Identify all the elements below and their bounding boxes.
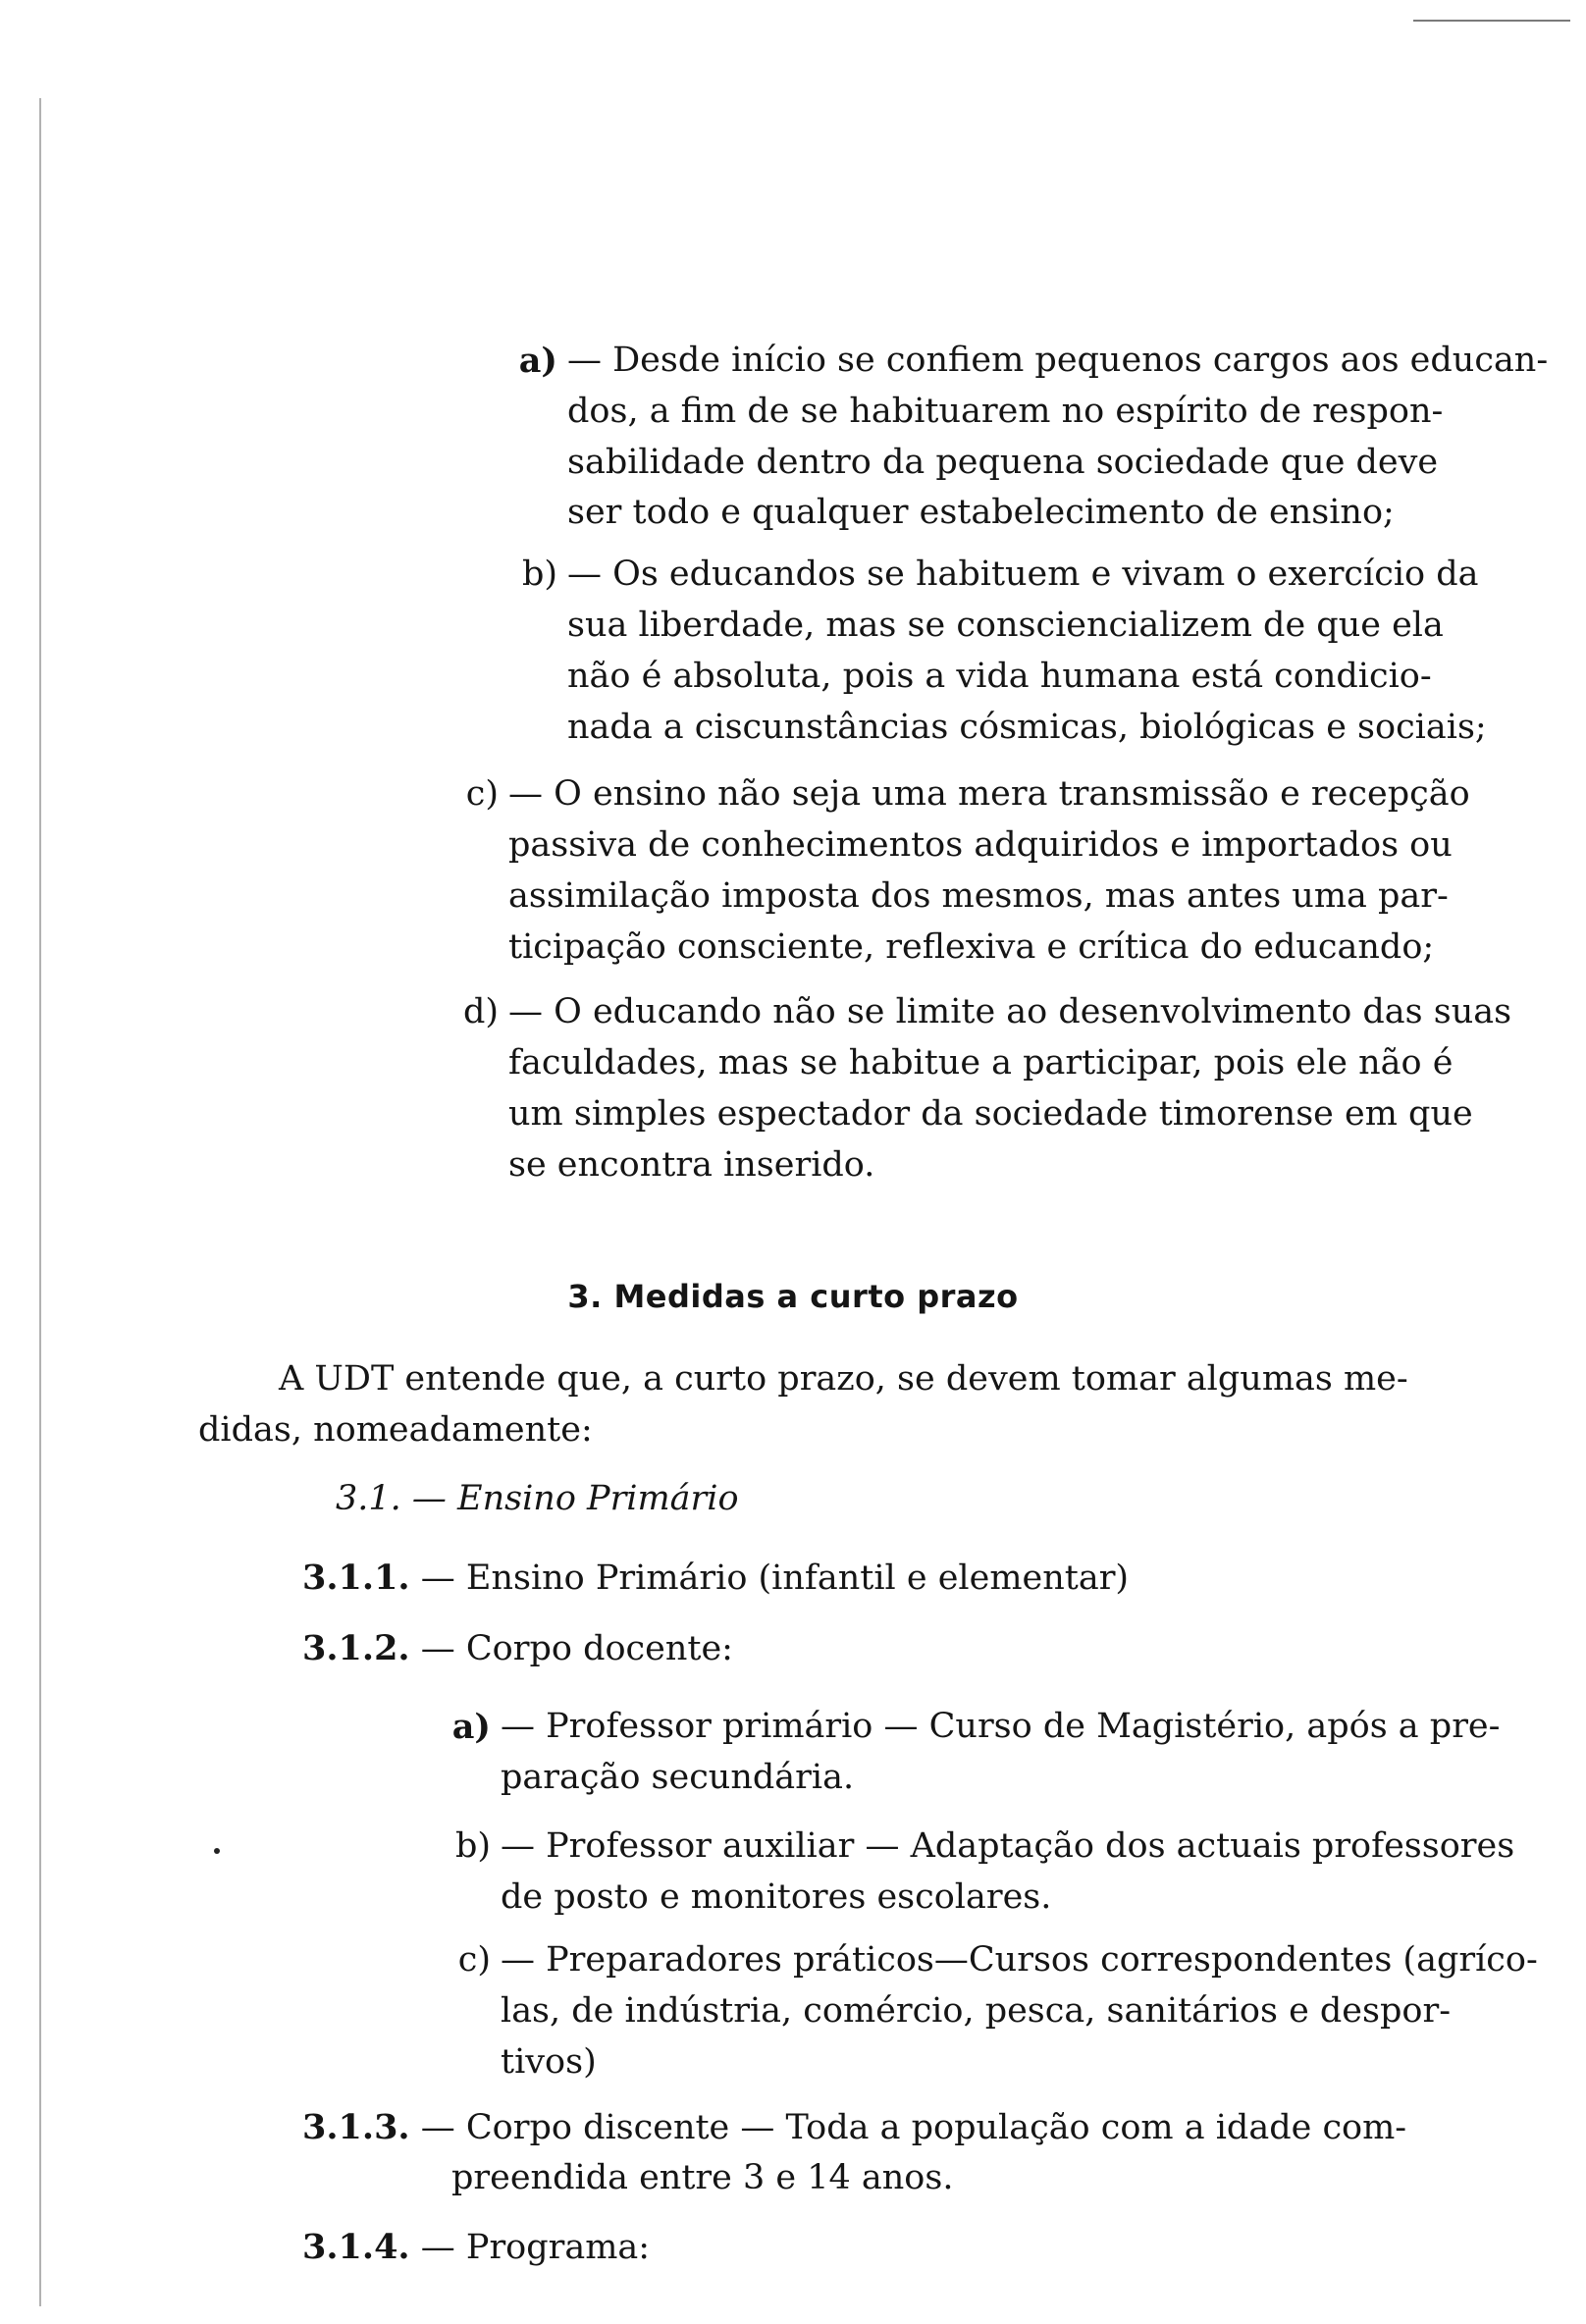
list-label-d: d) xyxy=(462,992,499,1031)
list-item-b-line-2: sua liberdade, mas se consciencializem de que ela xyxy=(567,606,1444,645)
item-3-1-2-text: — Corpo docente: xyxy=(420,1629,733,1668)
item-3-1-3-line-2: preendida entre 3 e 14 anos. xyxy=(451,2158,954,2197)
list-item-a-line-1: — Desde início se confiem pequenos cargos aos educan- xyxy=(567,341,1549,380)
list-item-a-line-4: ser todo e qualquer estabelecimento de ensino; xyxy=(567,493,1395,532)
staff-item-c-line-3: tivos) xyxy=(501,2042,597,2082)
item-3-1-4-text: — Programa: xyxy=(420,2228,651,2267)
scan-top-rule xyxy=(1413,20,1570,22)
item-3-1-3-line-1 xyxy=(302,2102,1406,2154)
staff-label-c: c) xyxy=(457,1940,491,1980)
intro-paragraph-line-2: didas, nomeadamente: xyxy=(198,1410,593,1450)
list-item-b-line-1: — Os educandos se habituem e vivam o exercício da xyxy=(567,555,1479,594)
item-3-1-4 xyxy=(302,2222,650,2274)
item-3-1-2-number: 3.1.2. xyxy=(302,1628,410,1668)
item-3-1-3-text: — Corpo discente — Toda a população com a idade com- xyxy=(420,2108,1407,2147)
list-label-a: a) xyxy=(518,341,557,381)
staff-label-a: a) xyxy=(451,1707,491,1747)
staff-item-c-line-2: las, de indústria, comércio, pesca, sanitários e despor- xyxy=(501,1991,1452,2031)
section-heading: 3. Medidas a curto prazo xyxy=(567,1278,1019,1315)
item-3-1-1-text: — Ensino Primário (infantil e elementar) xyxy=(420,1558,1130,1598)
intro-paragraph-line-1: A UDT entende que, a curto prazo, se devem tomar algumas me- xyxy=(279,1359,1408,1399)
list-item-c-line-4: ticipação consciente, reflexiva e crítica do educando; xyxy=(508,927,1435,967)
list-item-d-line-1: — O educando não se limite ao desenvolvimento das suas xyxy=(508,992,1512,1031)
item-3-1-1-number: 3.1.1. xyxy=(302,1558,410,1598)
list-item-c-line-3: assimilação imposta dos mesmos, mas antes uma par- xyxy=(508,876,1449,916)
staff-item-c-line-1: — Preparadores práticos—Cursos correspondentes (agríco- xyxy=(501,1940,1538,1980)
list-item-c-line-2: passiva de conhecimentos adquiridos e importados ou xyxy=(508,825,1453,865)
list-label-b: b) xyxy=(521,555,557,594)
staff-item-a-line-1: — Professor primário — Curso de Magistério, após a pre- xyxy=(501,1707,1501,1746)
list-item-d-line-3: um simples espectador da sociedade timorense em que xyxy=(508,1094,1473,1134)
list-item-c-line-1: — O ensino não seja uma mera transmissão e recepção xyxy=(508,774,1470,814)
scan-margin-line xyxy=(39,98,41,2306)
list-item-a-line-2: dos, a fim de se habituarem no espírito de respon- xyxy=(567,392,1444,431)
list-item-b-line-3: não é absoluta, pois a vida humana está condicio- xyxy=(567,657,1432,696)
staff-item-b-line-2: de posto e monitores escolares. xyxy=(501,1877,1052,1917)
list-item-d-line-4: se encontra inserido. xyxy=(508,1145,875,1185)
stray-mark xyxy=(214,1848,220,1854)
item-3-1-3-number: 3.1.3. xyxy=(302,2107,410,2147)
list-item-d-line-2: faculdades, mas se habitue a participar, pois ele não é xyxy=(508,1043,1454,1083)
item-3-1-2 xyxy=(302,1623,733,1675)
staff-item-a-line-2: paração secundária. xyxy=(501,1758,855,1797)
item-3-1-4-number: 3.1.4. xyxy=(302,2227,410,2267)
staff-item-b-line-1: — Professor auxiliar — Adaptação dos actuais professores xyxy=(501,1826,1515,1866)
staff-label-b: b) xyxy=(454,1826,491,1866)
list-item-b-line-4: nada a ciscunstâncias cósmicas, biológicas e sociais; xyxy=(567,708,1487,747)
list-item-a-line-3: sabilidade dentro da pequena sociedade que deve xyxy=(567,443,1439,482)
item-3-1-1 xyxy=(302,1553,1129,1605)
subsection-title: 3.1. — Ensino Primário xyxy=(336,1479,739,1518)
list-label-c: c) xyxy=(465,774,499,814)
